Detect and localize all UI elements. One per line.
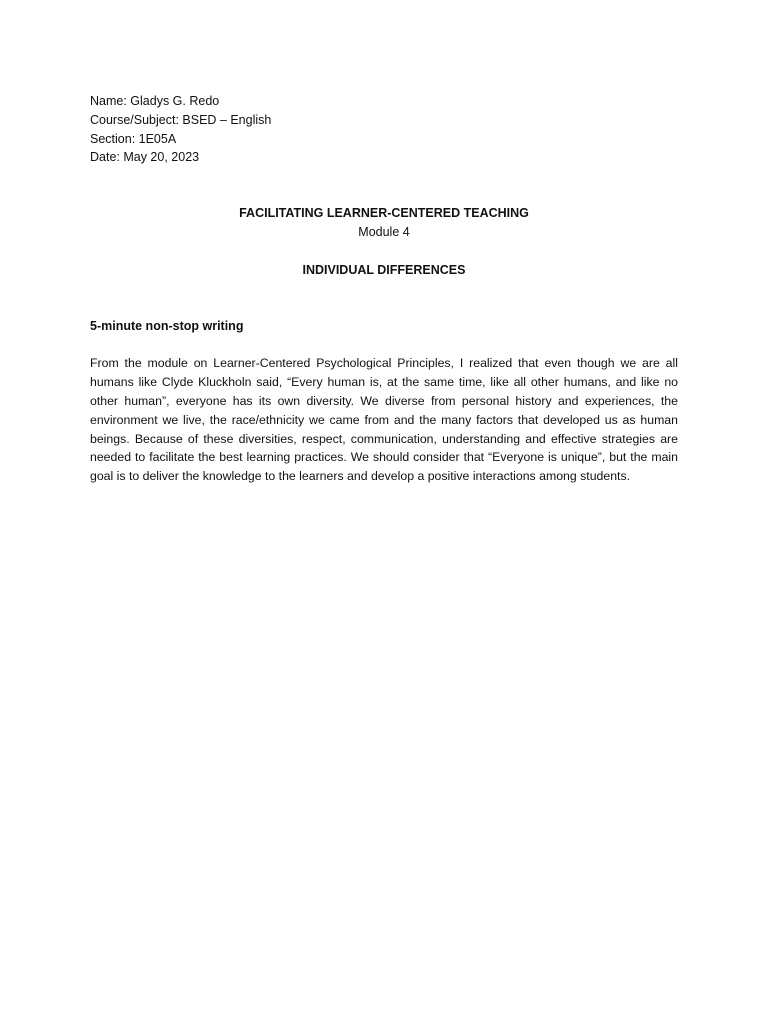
course-subject: Course/Subject: BSED – English xyxy=(90,112,272,127)
activity-heading: 5-minute non-stop writing xyxy=(90,318,244,333)
body-paragraph: From the module on Learner-Centered Psychological Principles, I realized that even though we are all humans like Clyde Kluckholn said, “Every human is, at the same time, like all other humans, and like no other human”, everyone has its own diversity. We diverse from personal history and experiences, the environment we live, the race/ethnicity we came from and the many factors that developed us as human beings. Because of these diversities, respect, communication, understanding and effective strategies are needed to facilitate the best learning practices. We should consider that “Everyone is unique”, but the main goal is to deliver the knowledge to the learners and develop a positive interactions among students. xyxy=(90,356,678,484)
student-info-block xyxy=(90,92,678,167)
student-name: Name: Gladys G. Redo xyxy=(90,94,220,108)
topic-heading: INDIVIDUAL DIFFERENCES xyxy=(302,262,466,277)
title-block xyxy=(90,204,678,279)
document-content xyxy=(90,92,678,486)
module-label: Module 4 xyxy=(358,224,410,239)
section-label: Section: 1E05A xyxy=(90,131,177,146)
date-label: Date: May 20, 2023 xyxy=(90,150,200,165)
document-title: FACILITATING LEARNER-CENTERED TEACHING xyxy=(239,206,529,221)
